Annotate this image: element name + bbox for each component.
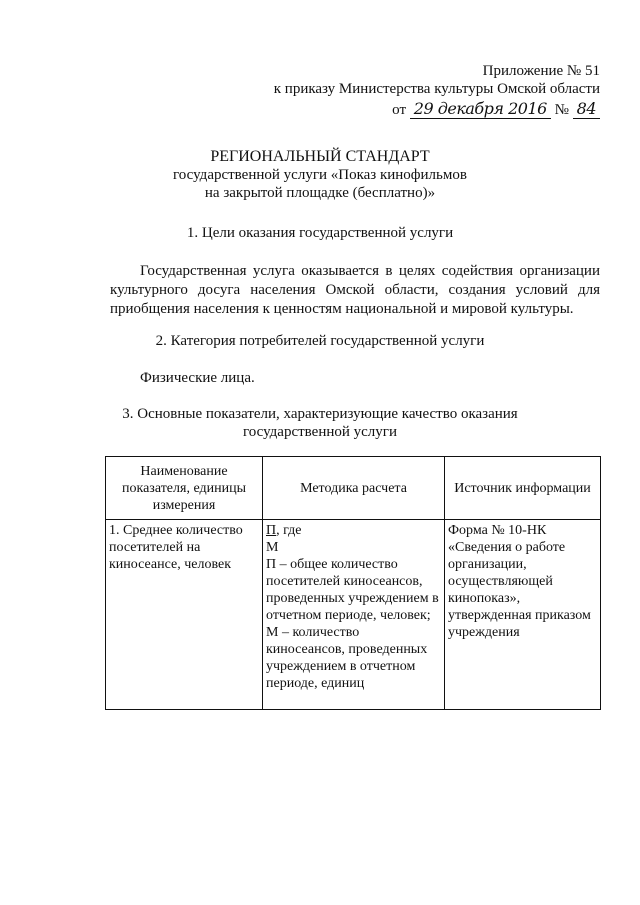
- handwritten-date: 29 декабря 2016: [410, 99, 551, 119]
- header-source: Источник информации: [445, 457, 601, 520]
- section-2-text: Физические лица.: [140, 370, 255, 386]
- appendix-number: Приложение № 51: [482, 63, 600, 79]
- formula-separator: , где: [276, 523, 302, 538]
- section-1-text: Государственная услуга оказывается в целях содействия организации культурного досуга населения Омской области, создания условий для приобщения населения к ценностям национальной и мировой культуры.: [110, 263, 600, 317]
- method-cell: [263, 520, 445, 710]
- section-2-heading: 2. Категория потребителей государственной услуги: [155, 333, 485, 349]
- source-cell: Форма № 10-НК «Сведения о работе организации, осуществляющей кинопоказ», утвержденная приказом учреждения: [445, 520, 601, 710]
- handwritten-number: 84: [573, 99, 600, 119]
- header-method: Методика расчета: [263, 457, 445, 520]
- section-3-heading: [0, 405, 640, 441]
- document-title: [0, 148, 640, 202]
- number-prefix: №: [554, 102, 569, 118]
- order-reference: к приказу Министерства культуры Омской области: [273, 81, 600, 97]
- formula-denominator: М: [266, 540, 279, 555]
- indicator-cell: 1. Среднее количество посетителей на киносеансе, человек: [106, 520, 263, 710]
- table-header-row: [106, 457, 601, 520]
- section-3-heading-line-1: 3. Основные показатели, характеризующие качество оказания: [122, 406, 518, 422]
- section-3-heading-line-2: государственной услуги: [243, 424, 397, 440]
- indicators-table: [105, 456, 601, 710]
- date-prefix: от: [392, 102, 407, 118]
- title-line-1: РЕГИОНАЛЬНЫЙ СТАНДАРТ: [210, 148, 430, 165]
- table-row: [106, 520, 601, 710]
- formula-numerator: П: [266, 523, 277, 538]
- formula: [266, 522, 441, 539]
- approval-block: [274, 62, 600, 119]
- header-indicator: Наименование показателя, единицы измерения: [106, 457, 263, 520]
- title-line-2: государственной услуги «Показ кинофильмов: [173, 167, 467, 183]
- title-line-3: на закрытой площадке (бесплатно)»: [204, 185, 436, 201]
- section-1-heading: 1. Цели оказания государственной услуги: [186, 225, 454, 241]
- order-date-number: [274, 100, 600, 119]
- method-description: П – общее количество посетителей киносеансов, проведенных учреждением в отчетном периоде, человек; М – количество киносеансов, проведенных учреждением в отчетном периоде, единиц: [266, 557, 439, 691]
